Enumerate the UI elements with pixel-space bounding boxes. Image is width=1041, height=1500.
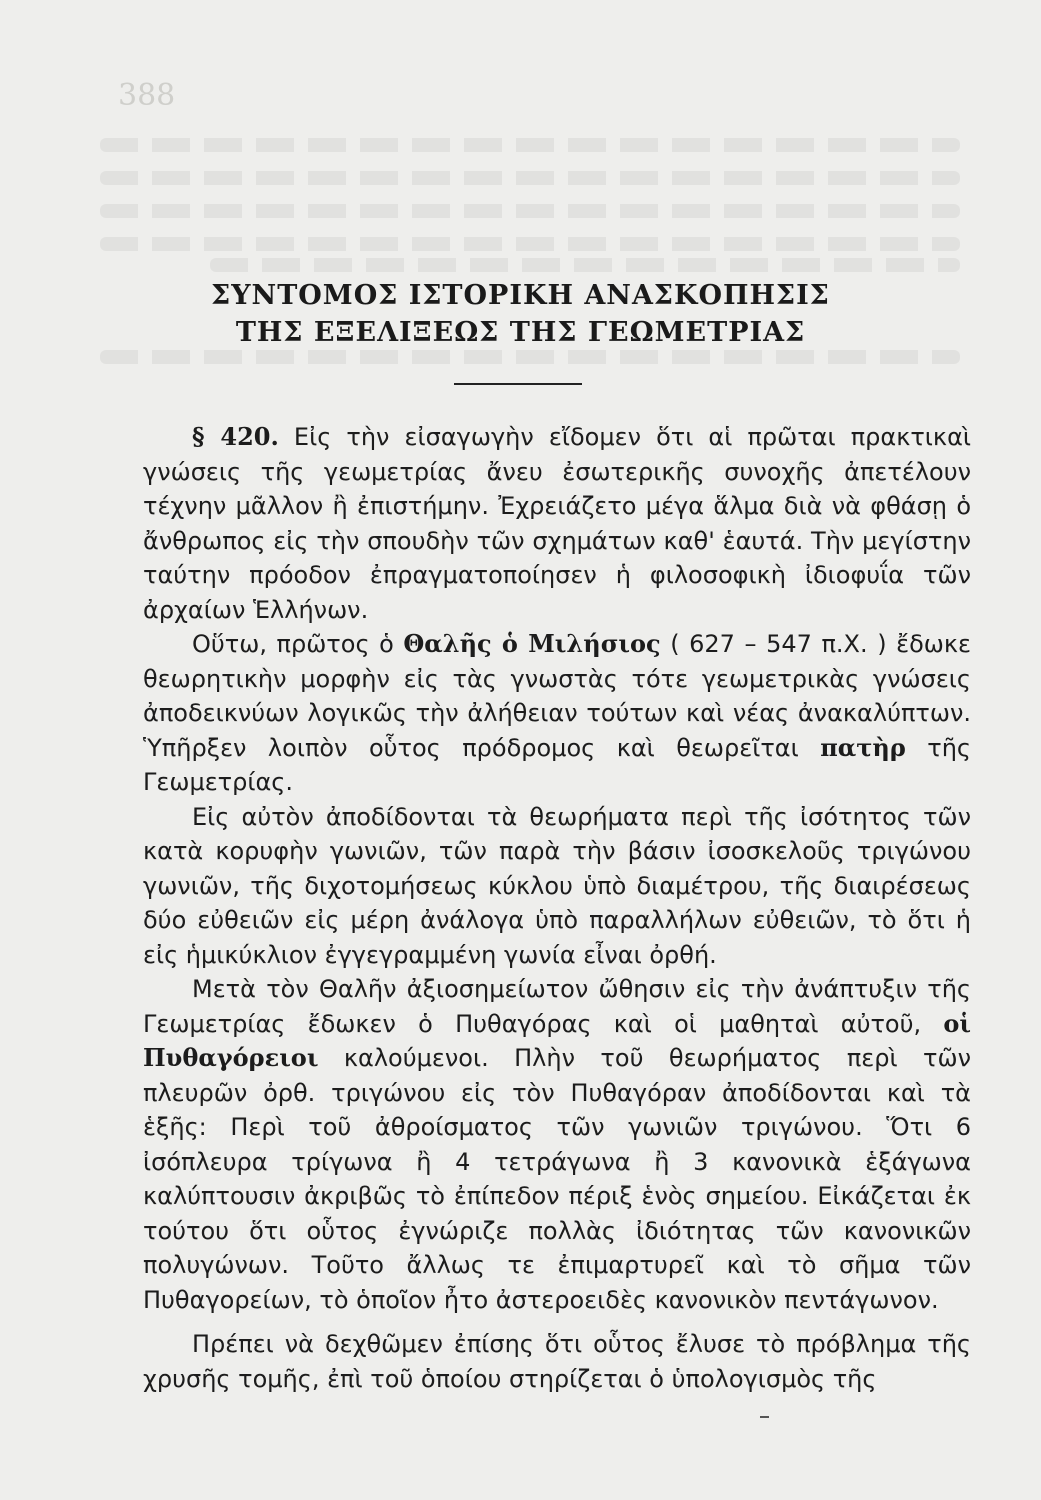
chapter-title-line-2: ΤΗΣ ΕΞΕΛΙΞΕΩΣ ΤΗΣ ΓΕΩΜΕΤΡΙΑΣ bbox=[235, 317, 806, 348]
bleed-through-line bbox=[100, 204, 960, 218]
paragraph bbox=[143, 627, 971, 800]
paragraph bbox=[143, 1327, 971, 1396]
section-number: § 420. bbox=[192, 422, 279, 451]
bleed-through-line bbox=[100, 171, 960, 185]
bold-name: οἱ Πυθαγόρειοι bbox=[143, 1008, 971, 1072]
paragraph-text: καλούμενοι. Πλὴν τοῦ θεωρήματος περὶ τῶν πλευρῶν ὀρθ. τριγώνου εἰς τὸν Πυθαγόραν ἀποδίδονται καὶ τὰ ἑξῆς: Περὶ τοῦ ἀθροίσματος τῶν γωνιῶν τριγώνου. Ὅτι 6 ἰσόπλευρα τρίγωνα ἢ 4 τετράγωνα ἢ 3 κανονικὰ ἑξάγωνα καλύπτουσιν ἀκριβῶς τὸ ἐπίπεδον πέριξ ἑνὸς σημείου. Εἰκάζεται ἐκ τούτου ὅτι οὗτος ἐγνώριζε πολλὰς ἰδιότητας τῶν κανονικῶν πολυγώνων. Τοῦτο ἄλλως τε ἐπιμαρτυρεῖ καὶ τὸ σῆμα τῶν Πυθαγορείων, τὸ ὁποῖον ἦτο ἀστεροειδὲς κανονικὸν πεντάγωνον. bbox=[143, 1044, 971, 1314]
page-number: 388 bbox=[118, 78, 176, 113]
paragraph-text: Οὕτω, πρῶτος ὁ bbox=[192, 630, 404, 658]
paragraph-text: ( 627 – 547 π.Χ. ) ἔδωκε θεωρητικὴν μορφὴν εἰς τὰς γνωστὰς τότε γεωμετρικὰς γνώσεις ἀποδεικνύων λογικῶς τὴν ἀλήθειαν τούτων καὶ νέας ἀνακαλύπτων. Ὑπῆρξεν λοιπὸν οὗτος πρόδρομος καὶ θεωρεῖται bbox=[143, 630, 971, 762]
paragraph-text: Εἰς τὴν εἰσαγωγὴν εἴδομεν ὅτι αἱ πρῶται πρακτικαὶ γνώσεις τῆς γεωμετρίας ἄνευ ἐσωτερικῆς συνοχῆς ἀπετέλουν τέχνην μᾶλλον ἢ ἐπιστήμην. Ἐχρειάζετο μέγα ἅλμα διὰ νὰ φθάσῃ ὁ ἄνθρωπος εἰς τὴν σπουδὴν τῶν σχημάτων καθ' ἑαυτά. Τὴν μεγίστην ταύτην πρόοδον ἐπραγματοποίησεν ἡ φιλοσοφικὴ ἰδιοφυΐα τῶν ἀρχαίων Ἑλλήνων. bbox=[143, 423, 972, 624]
chapter-title-line-1: ΣΥΝΤΟΜΟΣ ΙΣΤΟΡΙΚΗ ΑΝΑΣΚΟΠΗΣΙΣ bbox=[211, 280, 830, 311]
title-divider bbox=[454, 383, 582, 385]
bleed-through-line bbox=[100, 237, 960, 251]
paragraph bbox=[143, 800, 971, 973]
bold-term: πατὴρ bbox=[820, 732, 906, 762]
paragraph-text: Εἰς αὐτὸν ἀποδίδονται τὰ θεωρήματα περὶ τῆς ἰσότητος τῶν κατὰ κορυφὴν γωνιῶν, τῶν παρὰ τὴν βάσιν ἰσοσκελοῦς τριγώνου γωνιῶν, τῆς διχοτομήσεως κύκλου ὑπὸ διαμέτρου, τῆς διαιρέσεως δύο εὐθειῶν εἰς μέρη ἀνάλογα ὑπὸ παραλλήλων εὐθειῶν, τὸ ὅτι ἡ εἰς ἡμικύκλιον ἐγγεγραμμένη γωνία εἶναι ὀρθή. bbox=[143, 802, 971, 969]
body-text bbox=[143, 420, 971, 1396]
paragraph-text: τῆς Γεωμετρίας. bbox=[143, 733, 972, 796]
paragraph-text: Πρέπει νὰ δεχθῶμεν ἐπίσης ὅτι οὗτος ἔλυσε τὸ πρόβλημα τῆς χρυσῆς τομῆς, ἐπὶ τοῦ ὁποίου στηρίζεται ὁ ὑπολογισμὸς τῆς bbox=[143, 1330, 971, 1393]
bleed-through-line bbox=[100, 350, 960, 364]
page-mark bbox=[760, 1416, 769, 1418]
bleed-through-line bbox=[100, 138, 960, 152]
paragraph bbox=[143, 420, 971, 627]
paragraph-text: Μετὰ τὸν Θαλῆν ἀξιοσημείωτον ὤθησιν εἰς τὴν ἀνάπτυξιν τῆς Γεωμετρίας ἔδωκεν ὁ Πυθαγόρας καὶ οἱ μαθηταὶ αὐτοῦ, bbox=[143, 975, 971, 1038]
bold-name: Θαλῆς ὁ Μιλήσιος bbox=[403, 629, 661, 658]
bleed-through-line bbox=[210, 258, 960, 272]
paragraph bbox=[143, 972, 971, 1317]
